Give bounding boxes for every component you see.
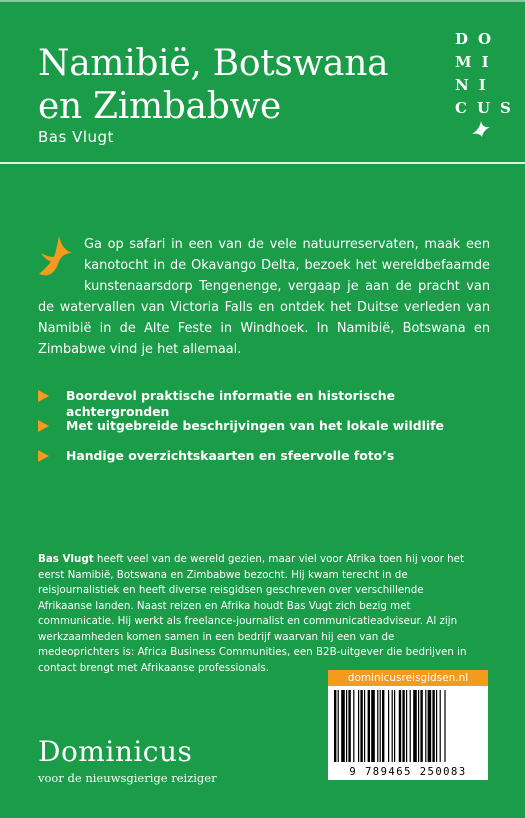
barcode-bar [358,690,359,762]
logo-row: MI [455,53,499,71]
logo-row: NI [455,76,496,94]
book-author: Bas Vlugt [38,128,114,146]
barcode-bar [410,690,411,762]
barcode-bar [440,690,441,762]
barcode-bar [338,690,339,762]
feature-item [38,388,488,418]
barcode-bar [425,690,426,762]
website-badge[interactable]: dominicusreisgidsen.nl [328,670,488,686]
barcode-bar [382,690,384,762]
bird-logo-icon [470,117,492,139]
barcode-bar [380,690,381,762]
orange-bird-icon [38,234,76,278]
book-title: Namibië, Botswana en Zimbabwe [38,43,389,127]
feature-item [38,448,488,478]
header-divider [0,162,525,164]
intro-paragraph [38,234,490,360]
barcode-bar [341,690,345,762]
publisher-tagline: voor de nieuwsgierige reiziger [38,771,217,785]
feature-text: Met uitgebreide beschrijvingen van het lokale wildlife [66,418,444,433]
logo-row: DO [455,30,502,48]
barcode-bar [348,690,350,762]
barcode-bar [353,690,354,762]
barcode-bar [360,690,362,762]
barcode-bar [444,690,445,762]
barcode-bar [364,690,365,762]
publisher-name: Dominicus [38,735,193,768]
author-bio-name: Bas Vlugt [38,553,94,566]
cover-header [0,0,525,162]
orange-triangle-icon [38,420,49,432]
barcode-bar [371,690,375,762]
feature-list [38,388,488,478]
barcode [328,686,488,780]
barcode-bar [394,690,395,762]
barcode-bar [399,690,401,762]
barcode-bar [402,690,404,762]
logo-row: CUS [455,99,521,117]
barcode-bar [413,690,417,762]
barcode-bar [436,690,437,762]
barcode-bar [334,690,336,762]
barcode-bar [377,690,378,762]
barcode-bar [432,690,434,762]
barcode-bars [332,690,484,764]
feature-item [38,418,488,448]
orange-triangle-icon [38,450,49,462]
feature-text: Handige overzichtskaarten en sfeervolle foto’s [66,448,395,463]
author-bio [38,552,468,676]
barcode-bar [346,690,347,762]
barcode-bar [368,690,370,762]
orange-triangle-icon [38,390,49,402]
barcode-bar [388,690,389,762]
isbn-number: 9 789465 250083 [349,766,467,778]
barcode-bar [418,690,419,762]
barcode-bar [420,690,422,762]
barcode-bar [406,690,407,762]
barcode-bar [392,690,393,762]
author-bio-text: heeft veel van de wereld gezien, maar viel voor Afrika toen hij voor het eerst Namibië, Botswana en Zimbabwe bezocht. Hij kwam terecht in de reisjournalistiek en heeft diverse reisgidsen geschreven over verschillende Afrikaanse landen. Naast reizen en Afrika houdt Bas Vugt zich bezig met communicatie. Hij werkt als freelance-journalist en communicatieadviseur. Al zijn werkzaamheden komen samen in een bedrijf waarvan hij een van de medeoprichters is: Africa Business Communities, een B2B-uitgever die bedrijven in contact brengt met Afrikaanse professionals. [38,553,467,674]
barcode-bar [428,690,432,762]
intro-text: Ga op safari in een van de vele natuurreservaten, maak een kanotocht in de Okavango Delta, bezoek het wereldbefaamde kunstenaarsdorp Tengenenge, vergaap je aan de pracht van de watervallen van Victoria Falls en ontdek het Duitse verleden van Namibië in de Alte Feste in Windhoek. In Namibië, Botswana en Zimbabwe vind je het allemaal. [38,237,490,357]
feature-text: Boordevol praktische informatie en historische achtergronden [66,388,395,419]
